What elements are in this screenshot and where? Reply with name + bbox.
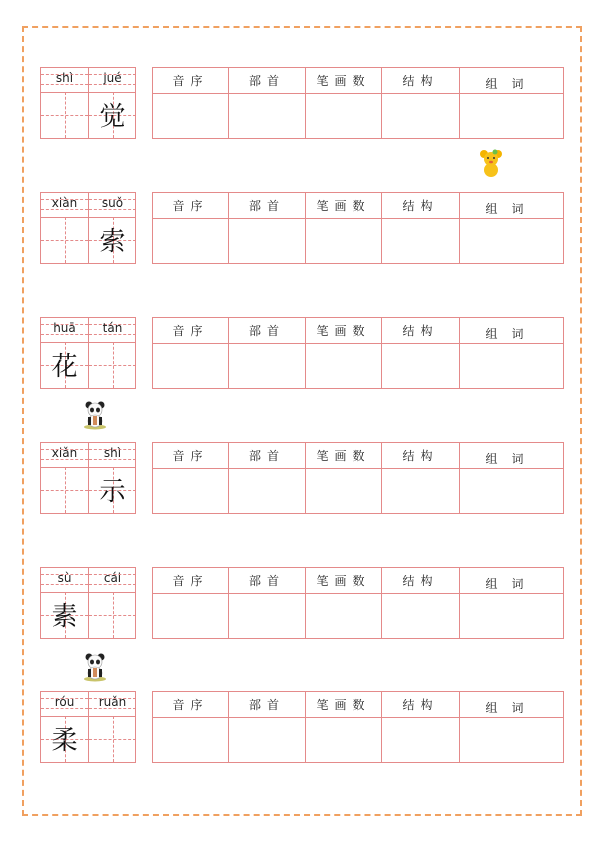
worksheet-row <box>40 192 564 266</box>
character-cell[interactable] <box>88 692 136 762</box>
word-group-answer-cell[interactable] <box>460 94 563 138</box>
character-cell[interactable] <box>41 318 88 388</box>
initial-letter-header: 音序 <box>153 318 229 344</box>
character-grid <box>40 317 136 389</box>
initial-letter-header: 音序 <box>153 68 229 94</box>
pinyin-label: xiàn <box>51 196 78 210</box>
pinyin-label: cái <box>103 571 122 585</box>
stroke-count-header: 笔画数 <box>306 568 382 594</box>
stroke-count-header: 笔画数 <box>306 692 382 718</box>
panda-icon <box>82 400 108 430</box>
stroke-count-answer-cell[interactable] <box>306 718 382 762</box>
structure-header: 结构 <box>382 193 460 219</box>
character-cell[interactable] <box>41 568 88 638</box>
radical-header: 部首 <box>229 568 306 594</box>
character-cell[interactable] <box>88 68 136 138</box>
stroke-count-header: 笔画数 <box>306 193 382 219</box>
structure-header: 结构 <box>382 568 460 594</box>
structure-answer-cell[interactable] <box>382 219 460 263</box>
radical-header: 部首 <box>229 193 306 219</box>
character-grid <box>40 67 136 139</box>
word-group-header: 组词 <box>460 193 563 219</box>
pinyin-label: xiǎn <box>51 446 78 460</box>
analysis-table <box>152 691 564 763</box>
pinyin-label: shì <box>103 446 122 460</box>
pinyin-label: suǒ <box>101 196 124 210</box>
stroke-count-header: 笔画数 <box>306 443 382 469</box>
analysis-table <box>152 67 564 139</box>
character-cell[interactable] <box>88 193 136 263</box>
initial-letter-answer-cell[interactable] <box>153 344 229 388</box>
stroke-count-answer-cell[interactable] <box>306 219 382 263</box>
structure-answer-cell[interactable] <box>382 469 460 513</box>
radical-answer-cell[interactable] <box>229 594 306 638</box>
word-group-header: 组词 <box>460 568 563 594</box>
word-group-answer-cell[interactable] <box>460 718 563 762</box>
radical-answer-cell[interactable] <box>229 94 306 138</box>
character-grid <box>40 691 136 763</box>
structure-header: 结构 <box>382 443 460 469</box>
radical-header: 部首 <box>229 443 306 469</box>
stroke-count-answer-cell[interactable] <box>306 94 382 138</box>
hanzi-character: 索 <box>99 227 126 257</box>
initial-letter-header: 音序 <box>153 193 229 219</box>
pinyin-label: huā <box>53 321 76 335</box>
character-cell[interactable] <box>41 443 88 513</box>
stroke-count-header: 笔画数 <box>306 318 382 344</box>
pinyin-label: jué <box>103 71 122 85</box>
panda-icon <box>82 652 108 682</box>
worksheet-row <box>40 67 564 141</box>
character-cell[interactable] <box>88 318 136 388</box>
analysis-table <box>152 317 564 389</box>
initial-letter-header: 音序 <box>153 443 229 469</box>
initial-letter-answer-cell[interactable] <box>153 594 229 638</box>
word-group-answer-cell[interactable] <box>460 469 563 513</box>
radical-answer-cell[interactable] <box>229 219 306 263</box>
structure-answer-cell[interactable] <box>382 344 460 388</box>
hanzi-character: 柔 <box>51 726 78 756</box>
worksheet-row <box>40 691 564 765</box>
worksheet-row <box>40 317 564 391</box>
word-group-header: 组词 <box>460 443 563 469</box>
initial-letter-header: 音序 <box>153 692 229 718</box>
pinyin-label: róu <box>54 695 75 709</box>
radical-header: 部首 <box>229 692 306 718</box>
radical-header: 部首 <box>229 318 306 344</box>
stroke-count-answer-cell[interactable] <box>306 344 382 388</box>
worksheet-row <box>40 442 564 516</box>
pinyin-label: shì <box>55 71 74 85</box>
character-grid <box>40 192 136 264</box>
hanzi-character: 花 <box>51 352 78 382</box>
initial-letter-answer-cell[interactable] <box>153 219 229 263</box>
analysis-table <box>152 442 564 514</box>
character-cell[interactable] <box>41 193 88 263</box>
structure-answer-cell[interactable] <box>382 718 460 762</box>
character-cell[interactable] <box>88 568 136 638</box>
word-group-header: 组词 <box>460 68 563 94</box>
stroke-count-answer-cell[interactable] <box>306 594 382 638</box>
analysis-table <box>152 192 564 264</box>
structure-header: 结构 <box>382 68 460 94</box>
character-grid <box>40 442 136 514</box>
stroke-count-header: 笔画数 <box>306 68 382 94</box>
word-group-answer-cell[interactable] <box>460 594 563 638</box>
character-cell[interactable] <box>41 692 88 762</box>
character-cell[interactable] <box>41 68 88 138</box>
radical-header: 部首 <box>229 68 306 94</box>
word-group-answer-cell[interactable] <box>460 219 563 263</box>
pinyin-label: sù <box>57 571 72 585</box>
initial-letter-header: 音序 <box>153 568 229 594</box>
hanzi-character: 觉 <box>99 102 126 132</box>
stroke-count-answer-cell[interactable] <box>306 469 382 513</box>
structure-header: 结构 <box>382 692 460 718</box>
character-cell[interactable] <box>88 443 136 513</box>
worksheet-row <box>40 567 564 641</box>
structure-answer-cell[interactable] <box>382 594 460 638</box>
pinyin-label: tán <box>102 321 123 335</box>
radical-answer-cell[interactable] <box>229 718 306 762</box>
hanzi-character: 素 <box>51 602 78 632</box>
initial-letter-answer-cell[interactable] <box>153 94 229 138</box>
initial-letter-answer-cell[interactable] <box>153 469 229 513</box>
radical-answer-cell[interactable] <box>229 469 306 513</box>
word-group-header: 组词 <box>460 692 563 718</box>
structure-answer-cell[interactable] <box>382 94 460 138</box>
bear-icon <box>478 148 504 178</box>
character-grid <box>40 567 136 639</box>
hanzi-character: 示 <box>99 477 126 507</box>
radical-answer-cell[interactable] <box>229 344 306 388</box>
initial-letter-answer-cell[interactable] <box>153 718 229 762</box>
pinyin-label: ruǎn <box>98 695 127 709</box>
word-group-answer-cell[interactable] <box>460 344 563 388</box>
word-group-header: 组词 <box>460 318 563 344</box>
analysis-table <box>152 567 564 639</box>
structure-header: 结构 <box>382 318 460 344</box>
